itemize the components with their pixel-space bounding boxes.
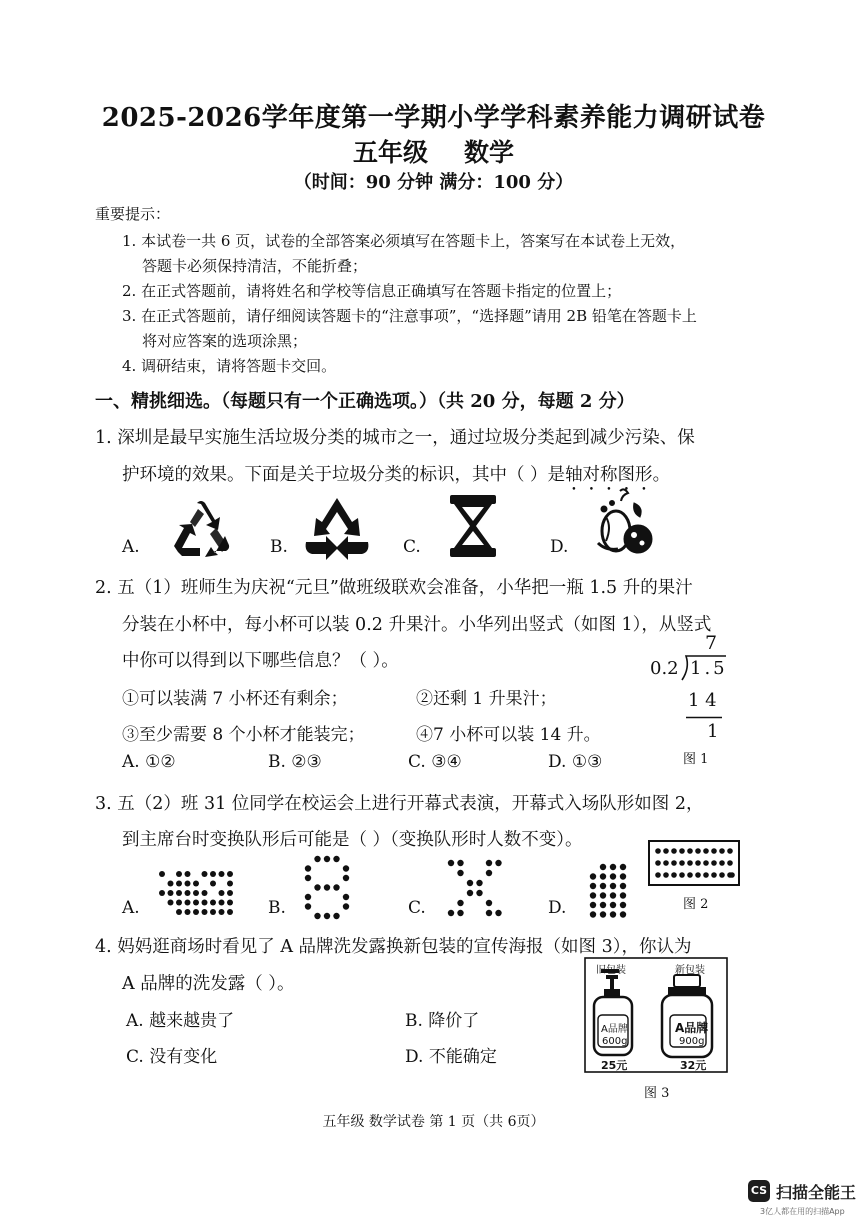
formation-dot	[671, 848, 677, 854]
q4-line2: A 品牌的洗发露（ ）。	[122, 974, 295, 994]
formation-dot	[219, 871, 225, 877]
q1-line2	[122, 461, 670, 495]
formation-dot	[600, 902, 606, 908]
formation-dot	[711, 872, 717, 878]
formation-dot	[486, 860, 492, 866]
q2-line3: 中你可以得到以下哪些信息？（ ）。	[122, 651, 399, 671]
section-heading: 一、精挑细选。（每题只有一个正确选项。）（共 20 分，每题 2 分）	[95, 391, 635, 412]
formation-dot	[687, 872, 693, 878]
poster-new-label: 新包装	[675, 965, 705, 976]
formation-dot	[168, 900, 174, 906]
division-bracket	[680, 654, 730, 684]
formation-dot	[610, 864, 616, 870]
formation-dot	[219, 909, 225, 915]
formation-dot	[314, 913, 320, 919]
page-footer: 五年级 数学试卷 第 1 页（共 6页）	[322, 1114, 545, 1130]
formation-dot	[679, 848, 685, 854]
formation-dot	[333, 913, 339, 919]
option-label: A. 越来越贵了	[126, 1011, 235, 1031]
option-label: B. 降价了	[405, 1011, 480, 1031]
formation-dot	[333, 856, 339, 862]
formation-dot	[486, 910, 492, 916]
formation-dot	[590, 911, 596, 917]
formation-dot	[176, 890, 182, 896]
formation-dot	[719, 872, 725, 878]
formation-dot	[486, 870, 492, 876]
formation-dot	[457, 910, 463, 916]
formation-dot	[314, 884, 320, 890]
option-label: C.	[403, 537, 421, 557]
formation-dot	[620, 873, 626, 879]
scanner-logo-icon: CS	[748, 1180, 770, 1202]
formation-dot	[324, 913, 330, 919]
formation-dot	[159, 871, 165, 877]
formation-dot	[176, 881, 182, 887]
formation-dot	[600, 892, 606, 898]
notice-item: 1. 本试卷一共 6 页，试卷的全部答案必须填写在答题卡上，答案写在本试卷上无效，	[122, 232, 686, 250]
formation-dot	[620, 911, 626, 917]
formation-dot	[219, 890, 225, 896]
q4-line1: 4. 妈妈逛商场时看见了 A 品牌洗发露换新包装的宣传海报（如图 3），你认为	[95, 937, 692, 957]
formation-dot	[687, 860, 693, 866]
formation-dot	[695, 860, 701, 866]
notice-item: 3. 在正式答题前，请仔细阅读答题卡的“注意事项”，“选择题”请用 2B 铅笔在答题卡上	[122, 307, 697, 325]
formation-dot	[210, 900, 216, 906]
formation-dot	[590, 883, 596, 889]
notice-item: 4. 调研结束，请将答题卡交回。	[122, 357, 337, 375]
poster-old-price: 25元	[601, 1059, 628, 1072]
scanner-tagline: 3亿人都在用的扫描App	[760, 1207, 845, 1216]
formation-dot	[671, 860, 677, 866]
formation-dot	[663, 848, 669, 854]
formation-dot	[457, 860, 463, 866]
formation-dot	[193, 890, 199, 896]
formation-dot	[227, 900, 233, 906]
formation-dot	[695, 848, 701, 854]
notice-item: 将对应答案的选项涂黑；	[142, 332, 308, 350]
formation-dot	[202, 900, 208, 906]
formation-dot	[620, 883, 626, 889]
formation-dot	[687, 848, 693, 854]
option-label: A.	[122, 537, 140, 557]
formation-dot	[610, 902, 616, 908]
formation-dot	[620, 864, 626, 870]
poster-old-brand: A品牌	[601, 1024, 628, 1035]
poster-new-brand: A品牌	[675, 1021, 709, 1035]
formation-dot	[476, 880, 482, 886]
formation-dot	[620, 892, 626, 898]
formation-dot	[600, 883, 606, 889]
formation-dot	[620, 902, 626, 908]
formation-dot	[655, 872, 661, 878]
formation-dot	[343, 865, 349, 871]
formation-dot	[610, 911, 616, 917]
formation-dot	[305, 903, 311, 909]
formation-dot	[210, 881, 216, 887]
poster-old-weight: 600g	[602, 1036, 628, 1047]
fruit-waste-icon	[594, 487, 656, 559]
subject-label: 数学	[464, 138, 515, 167]
formation-dot	[663, 860, 669, 866]
figure-label: 图 3	[644, 1086, 670, 1101]
formation-dot	[590, 892, 596, 898]
formation-dot	[193, 881, 199, 887]
formation-c-dots	[446, 858, 502, 920]
formation-dot	[729, 872, 735, 878]
figure-label: 图 2	[683, 897, 709, 912]
formation-dot	[227, 871, 233, 877]
formation-dot	[305, 865, 311, 871]
formation-dot	[185, 900, 191, 906]
formation-dot	[185, 871, 191, 877]
division-quotient: 7	[705, 632, 718, 654]
formation-dot	[590, 902, 596, 908]
grade-label: 五年级	[352, 138, 428, 167]
formation-dot	[210, 909, 216, 915]
formation-dot	[719, 848, 725, 854]
formation-dot	[227, 909, 233, 915]
formation-dot	[210, 871, 216, 877]
formation-dot	[202, 890, 208, 896]
option-label: B.	[268, 898, 286, 918]
formation-dot	[448, 910, 454, 916]
option-label: D.	[548, 898, 567, 918]
q2-info: ①可以装满 7 小杯还有剩余；	[122, 689, 348, 709]
formation-dot	[333, 884, 339, 890]
formation-dot	[193, 909, 199, 915]
formation-dot	[324, 856, 330, 862]
notice-heading: 重要提示：	[95, 205, 171, 223]
q2-info: ②还剩 1 升果汁；	[416, 689, 557, 709]
formation-dot	[610, 883, 616, 889]
division-divisor: 0.2	[650, 658, 679, 679]
grade-subject	[0, 133, 867, 169]
formation-dot	[168, 881, 174, 887]
exam-title: 2025-2026学年度第一学期小学学科素养能力调研试卷	[101, 103, 766, 133]
option-label: A.	[122, 898, 140, 918]
formation-dot	[202, 871, 208, 877]
formation-dot	[176, 871, 182, 877]
formation-dot	[305, 894, 311, 900]
formation-dot	[176, 900, 182, 906]
formation-dot	[185, 881, 191, 887]
recycle-symbol-icon	[170, 500, 232, 560]
formation-dot	[671, 872, 677, 878]
option-label: C. 没有变化	[126, 1047, 218, 1067]
formation-dot	[227, 890, 233, 896]
formation-dot	[159, 890, 165, 896]
formation-dot	[343, 894, 349, 900]
formation-dot	[703, 848, 709, 854]
option-label: A. ①②	[122, 752, 176, 772]
formation-dot	[655, 860, 661, 866]
recycle-arrows-icon	[302, 496, 372, 564]
time-info: （时间：90 分钟 满分：100 分）	[293, 172, 574, 193]
q2-line2: 分装在小杯中，每小杯可以装 0.2 升果汁。小华列出竖式（如图 1），从竖式	[122, 615, 712, 635]
formation-dot	[600, 873, 606, 879]
formation-dot	[168, 890, 174, 896]
formation-dot	[495, 860, 501, 866]
formation-dot	[711, 860, 717, 866]
notice-item: 答题卡必须保持清洁，不能折叠；	[142, 257, 368, 275]
option-label: C.	[408, 898, 426, 918]
formation-dot	[655, 848, 661, 854]
q1-period: 。	[652, 465, 671, 485]
option-label: D. ①③	[548, 752, 603, 772]
formation-dot	[176, 909, 182, 915]
q1-line1: 1. 深圳是最早实施生活垃圾分类的城市之一，通过垃圾分类起到减少污染、保	[95, 428, 695, 448]
formation-dot	[590, 873, 596, 879]
formation-dot	[600, 864, 606, 870]
division-product: 1 4	[688, 690, 717, 711]
formation-dot	[457, 900, 463, 906]
formation-dot	[727, 848, 733, 854]
formation-dot	[305, 875, 311, 881]
formation-dot	[486, 900, 492, 906]
formation-dot	[495, 910, 501, 916]
formation-d-dots	[588, 862, 630, 920]
formation-dot	[343, 903, 349, 909]
hourglass-icon	[448, 493, 498, 559]
figure-label: 图 1	[683, 752, 709, 767]
formation-dot	[185, 909, 191, 915]
q2-info: ③至少需要 8 个小杯才能装完；	[122, 725, 365, 745]
option-label: B. ②③	[268, 752, 322, 772]
formation-dot	[448, 860, 454, 866]
emphasis-text: 轴对称图形	[565, 465, 653, 485]
option-label: B.	[270, 537, 288, 557]
formation-figure2	[648, 840, 740, 886]
q1-text: 护环境的效果。下面是关于垃圾分类的标识，其中（ ）是	[122, 465, 566, 485]
division-remainder: 1	[707, 721, 719, 742]
formation-dot	[467, 880, 473, 886]
formation-dot	[663, 872, 669, 878]
notice-item: 2. 在正式答题前，请将姓名和学校等信息正确填写在答题卡指定的位置上；	[122, 282, 622, 300]
formation-dot	[227, 881, 233, 887]
division-line	[686, 716, 722, 719]
division-dividend: 1.5	[690, 658, 728, 679]
poster-old-label: 旧包装	[596, 965, 626, 976]
formation-dot	[314, 856, 320, 862]
formation-dot	[476, 890, 482, 896]
formation-dot	[600, 911, 606, 917]
option-label: D. 不能确定	[405, 1047, 497, 1067]
formation-dot	[343, 875, 349, 881]
scanner-app-name: 扫描全能王	[776, 1183, 857, 1202]
formation-dot	[711, 848, 717, 854]
q2-line1: 2. 五（1）班师生为庆祝“元旦”做班级联欢会准备，小华把一瓶 1.5 升的果汁	[95, 578, 693, 598]
formation-dot	[324, 884, 330, 890]
formation-dot	[719, 860, 725, 866]
poster-new-price: 32元	[680, 1059, 707, 1072]
option-label: C. ③④	[408, 752, 462, 772]
formation-dot	[727, 860, 733, 866]
formation-dot	[457, 870, 463, 876]
formation-dot	[467, 890, 473, 896]
formation-dot	[703, 872, 709, 878]
formation-dot	[695, 872, 701, 878]
formation-dot	[193, 900, 199, 906]
formation-dot	[219, 900, 225, 906]
formation-dot	[610, 892, 616, 898]
formation-a-dots	[158, 870, 234, 918]
formation-dot	[679, 860, 685, 866]
formation-dot	[202, 909, 208, 915]
formation-dot	[679, 872, 685, 878]
formation-dot	[703, 860, 709, 866]
q2-info: ④7 小杯可以装 14 升。	[416, 725, 601, 745]
formation-dot	[610, 873, 616, 879]
formation-dot	[185, 890, 191, 896]
option-label: D.	[550, 537, 569, 557]
formation-b-dots	[302, 853, 352, 921]
q3-line2: 到主席台时变换队形后可能是（ ）（变换队形时人数不变）。	[122, 830, 583, 850]
poster-new-weight: 900g	[679, 1036, 705, 1047]
q3-line1: 3. 五（2）班 31 位同学在校运会上进行开幕式表演，开幕式入场队形如图 2，	[95, 794, 704, 814]
